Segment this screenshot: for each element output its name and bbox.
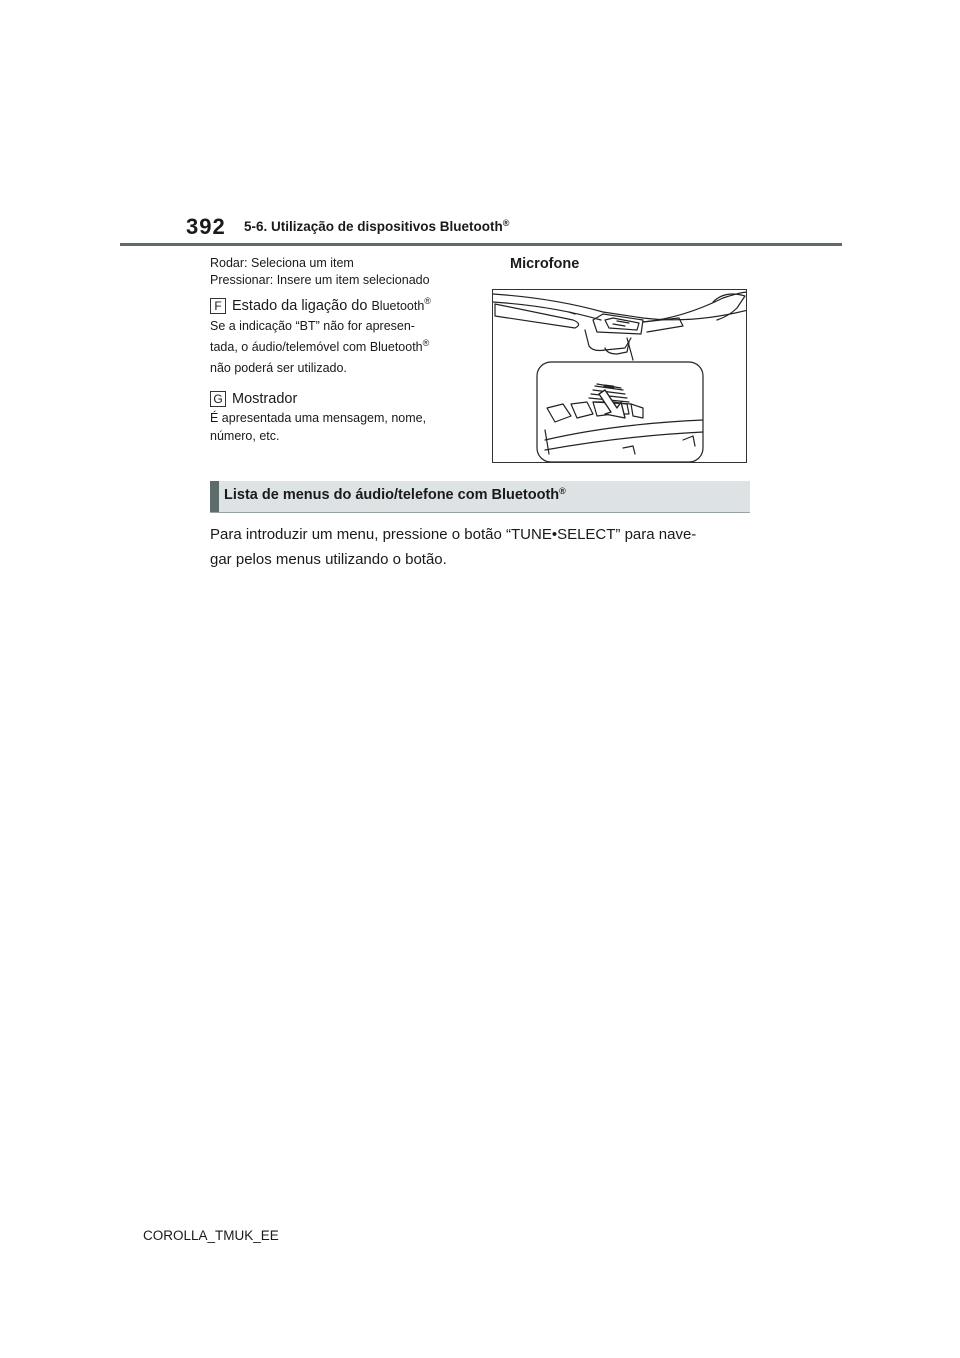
banner-accent-bar <box>210 481 219 512</box>
item-f-title-brand: Bluetooth <box>371 299 425 313</box>
paragraph-line2: gar pelos menus utilizando o botão. <box>210 551 447 568</box>
letter-box-f: F <box>210 298 226 314</box>
banner-title-text: Lista de menus do áudio/telefone com Bluetooth <box>224 487 560 503</box>
item-g-heading <box>210 391 472 407</box>
footer-model-code: COROLLA_TMUK_EE <box>143 1228 279 1243</box>
menu-instruction-paragraph <box>210 522 750 572</box>
intro-line-rotate: Rodar: Seleciona um item <box>210 256 354 270</box>
item-f-text-line2: tada, o áudio/telemóvel com Bluetooth <box>210 340 423 354</box>
item-f-title: Estado da ligação do <box>232 298 368 314</box>
page-number: 392 <box>186 214 226 239</box>
item-g-text <box>210 409 472 445</box>
microphone-illustration <box>492 289 747 463</box>
banner-title <box>224 487 566 503</box>
item-g-text-line2: número, etc. <box>210 429 280 443</box>
registered-mark: ® <box>422 338 430 348</box>
section-title-text: 5-6. Utilização de dispositivos Bluetooth <box>244 219 503 234</box>
microphone-heading: Microfone <box>510 256 580 272</box>
intro-line-press: Pressionar: Insere um item selecionado <box>210 273 430 287</box>
item-f-text-line1: Se a indicação “BT” não for apresen- <box>210 319 415 333</box>
item-f-text <box>210 316 472 379</box>
left-column <box>210 255 472 445</box>
microphone-location-drawing <box>493 290 747 463</box>
header-rule <box>120 243 842 246</box>
item-f-heading: F Estado da ligação do Bluetooth ® <box>210 298 472 314</box>
section-title <box>244 219 509 234</box>
item-g-title: Mostrador <box>232 391 298 407</box>
paragraph-line1: Para introduzir um menu, pressione o botão “TUNE•SELECT” para nave- <box>210 526 697 543</box>
registered-mark: ® <box>502 218 510 228</box>
item-f-text-line3: não poderá ser utilizado. <box>210 361 347 375</box>
item-g-text-line1: É apresentada uma mensagem, nome, <box>210 411 427 425</box>
menu-list-banner <box>210 481 750 513</box>
registered-mark: ® <box>559 486 566 496</box>
letter-box-g: G <box>210 391 226 407</box>
